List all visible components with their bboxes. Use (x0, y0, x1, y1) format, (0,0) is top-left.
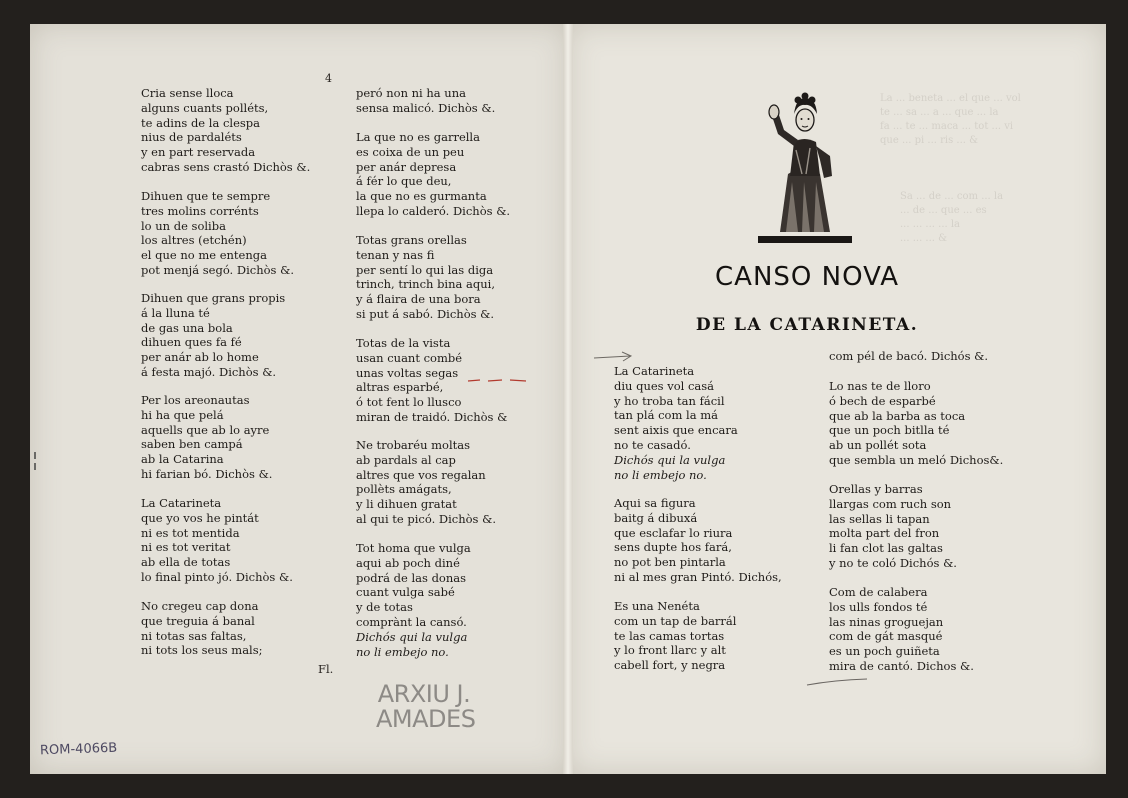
stanza (141, 189, 294, 278)
verse-line: nius de pardaléts (141, 130, 242, 145)
verse-line: Dihuen que grans propis (141, 291, 286, 305)
verse-line: ni es tot veritat (141, 540, 231, 555)
verse-line: trinch, trinch bina aqui, (356, 277, 495, 292)
verse-line: aqui ab poch diné (356, 555, 460, 570)
verse-line: pot menjá segó. Dichòs &. (141, 262, 294, 277)
stanza (829, 379, 1003, 468)
verse-line: Dichós qui la vulga (356, 629, 468, 644)
verse-line: no li embejo no. (356, 644, 449, 659)
verse-line: cuant vulga sabé (356, 585, 455, 600)
verse-line: y á flaira de una bora (356, 292, 481, 307)
verse-line: las sellas li tapan (829, 511, 930, 526)
ink-marks (466, 376, 532, 384)
verse-line: Tot homa que vulga (356, 541, 471, 555)
pencil-underline-mark (805, 676, 869, 688)
verse-line: no pot ben pintarla (614, 555, 726, 570)
stanza (829, 349, 988, 364)
verse-line: cabell fort, y negra (614, 658, 726, 673)
stanza (356, 438, 496, 527)
verse-line: Lo nas te de lloro (829, 379, 931, 393)
verse-line: tan plá com la má (614, 408, 718, 423)
verse-line: Cria sense lloca (141, 86, 234, 100)
verse-line: que treguia á banal (141, 613, 255, 628)
verse-line: sent aixis que encara (614, 423, 738, 438)
verse-line: si put á sabó. Dichòs &. (356, 306, 495, 321)
verse-line: li fan clot las galtas (829, 541, 943, 556)
verse-line: baitg á dibuxá (614, 510, 698, 525)
verse-line: tres molins corrénts (141, 203, 259, 218)
verse-line: podrá de las donas (356, 570, 467, 585)
verse-line: Com de calabera (829, 585, 928, 599)
verse-line: No cregeu cap dona (141, 599, 259, 613)
verse-line: lo final pinto jó. Dichòs &. (141, 569, 293, 584)
verse-line: que un poch bitlla té (829, 423, 950, 438)
stanza (141, 291, 285, 380)
verse-line: y no te coló Dichós &. (829, 555, 957, 570)
call-number: ROM-4066B (39, 740, 118, 759)
verse-line: lo un de soliba (141, 218, 226, 233)
verse-line: ni totas sas faltas, (141, 628, 247, 643)
stanza (614, 496, 782, 585)
verse-line: La que no es garrella (356, 130, 480, 144)
song-subtitle: DE LA CATARINETA. (695, 315, 919, 335)
verse-line: y en part reservada (141, 145, 256, 160)
margin-mark (32, 452, 38, 470)
verse-line: altres que vos regalan (356, 467, 486, 482)
verse-line: Orellas y barras (829, 482, 923, 496)
verse-line: es coixa de un peu (356, 144, 465, 159)
signature-mark: Fl. (318, 662, 334, 676)
verse-line: molta part del fron (829, 526, 940, 541)
verse-line: que esclafar lo riura (614, 525, 733, 540)
verse-line: Dihuen que te sempre (141, 189, 271, 203)
verse-line: Dichós qui la vulga (614, 452, 726, 467)
verse-line: com de gát masqué (829, 629, 943, 644)
stanza (141, 393, 272, 482)
verse-line: diu ques vol casá (614, 378, 715, 393)
verse-line: Aqui sa figura (614, 496, 696, 510)
verse-line: te las camas tortas (614, 628, 725, 643)
verse-line: Ne trobaréu moltas (356, 438, 471, 452)
verse-line: saben ben campá (141, 437, 243, 452)
verse-line: com pél de bacó. Dichós &. (829, 349, 989, 363)
stanza (356, 233, 495, 322)
verse-line: ab la Catarina (141, 452, 224, 467)
verse-line: dihuen ques fa fé (141, 335, 242, 350)
verse-line: sens dupte hos fará, (614, 540, 732, 555)
verse-line: ni tots los seus mals; (141, 643, 263, 658)
verse-line: unas voltas segas (356, 365, 459, 380)
page-fold (563, 24, 573, 774)
verse-line: llepa lo calderó. Dichòs &. (356, 203, 511, 218)
verse-line: los altres (etchén) (141, 233, 247, 248)
verse-line: al qui te picó. Dichòs &. (356, 511, 497, 526)
stanza (356, 86, 495, 116)
verse-line: llargas com ruch son (829, 496, 952, 511)
stanza (829, 482, 957, 571)
verse-line: la que no es gurmanta (356, 189, 487, 204)
verse-line: ab ella de totas (141, 555, 231, 570)
verse-line: pollèts amágats, (356, 482, 452, 497)
verse-line: te adins de la clespa (141, 115, 260, 130)
verse-line: mira de cantó. Dichos &. (829, 658, 974, 673)
verse-line: per sentí lo qui las diga (356, 262, 494, 277)
verse-line: ni es tot mentida (141, 525, 240, 540)
stanza (356, 130, 510, 219)
verse-line: comprànt la cansó. (356, 614, 467, 629)
stanza (141, 599, 263, 658)
verse-line: es un poch guiñeta (829, 644, 940, 659)
verse-line: ni al mes gran Pintó. Dichós, (614, 569, 782, 584)
verse-line: cabras sens crastó Dichòs &. (141, 159, 311, 174)
verse-line: peró non ni ha una (356, 86, 466, 100)
page-number: 4 (325, 72, 332, 85)
stamp-line-2: AMADES (376, 705, 476, 733)
verse-line: per anár ab lo home (141, 350, 259, 365)
verse-line: altras esparbé, (356, 380, 444, 395)
woodcut-woman-illustration (752, 90, 856, 246)
verse-line: per anár depresa (356, 159, 457, 174)
verse-line: las ninas groguejan (829, 614, 944, 629)
verse-line: que sembla un meló Dichos&. (829, 452, 1004, 467)
verse-line: tenan y nas fi (356, 247, 435, 262)
verse-line: aquells que ab lo ayre (141, 422, 270, 437)
stanza (829, 585, 974, 674)
show-through-text: Sa ... de ... com ... la ... de ... que ... es ... ... ... ... la ... ... ... & (900, 191, 1004, 244)
verse-line: Per los areonautas (141, 393, 250, 407)
verse-line: hi farian bó. Dichòs &. (141, 466, 273, 481)
stanza (356, 541, 471, 659)
verse-line: ó bech de esparbé (829, 393, 936, 408)
verse-line: el que no me entenga (141, 248, 267, 263)
verse-line: que ab la barba as toca (829, 408, 966, 423)
song-title: CANSO NOVA (715, 262, 899, 292)
archive-stamp (376, 680, 476, 733)
verse-line: ó tot fent lo llusco (356, 395, 462, 410)
verse-line: usan cuant combé (356, 350, 463, 365)
verse-line: los ulls fondos té (829, 599, 928, 614)
verse-line: á festa majó. Dichòs &. (141, 364, 277, 379)
verse-line: á la lluna té (141, 305, 210, 320)
stanza (614, 599, 736, 673)
verse-line: no li embejo no. (614, 467, 707, 482)
verse-line: y lo front llarc y alt (614, 643, 726, 658)
verse-line: com un tap de barrál (614, 613, 737, 628)
stanza (141, 496, 293, 585)
verse-line: y ho troba tan fácil (614, 393, 725, 408)
verse-line: hi ha que pelá (141, 407, 224, 422)
verse-line: La Catarineta (141, 496, 222, 510)
verse-line: La Catarineta (614, 364, 695, 378)
verse-line: y li dihuen gratat (356, 497, 457, 512)
verse-line: y de totas (356, 600, 413, 615)
show-through-text: La ... beneta ... el que ... vol te ... sa ... a ... que ... la fa ... te ... maca ... tot ... vi que ... pi ... ris ... & (880, 93, 1021, 146)
verse-line: no te casadó. (614, 437, 691, 452)
verse-line: ab un pollét sota (829, 438, 927, 453)
stamp-line-1: ARXIU J. (377, 680, 471, 708)
verse-line: sensa malicó. Dichòs &. (356, 100, 496, 115)
stanza (141, 86, 310, 175)
verse-line: Totas de la vista (356, 336, 451, 350)
verse-line: de gas una bola (141, 320, 233, 335)
verse-line: ab pardals al cap (356, 452, 456, 467)
verse-line: miran de traidó. Dichòs & (356, 409, 508, 424)
verse-line: alguns cuants polléts, (141, 100, 269, 115)
verse-line: que yo vos he pintát (141, 510, 259, 525)
verse-line: Totas grans orellas (356, 233, 467, 247)
verse-line: á fér lo que deu, (356, 174, 452, 189)
verse-line: Es una Nenéta (614, 599, 700, 613)
pencil-arrow-mark (592, 350, 634, 364)
stanza (614, 364, 738, 482)
